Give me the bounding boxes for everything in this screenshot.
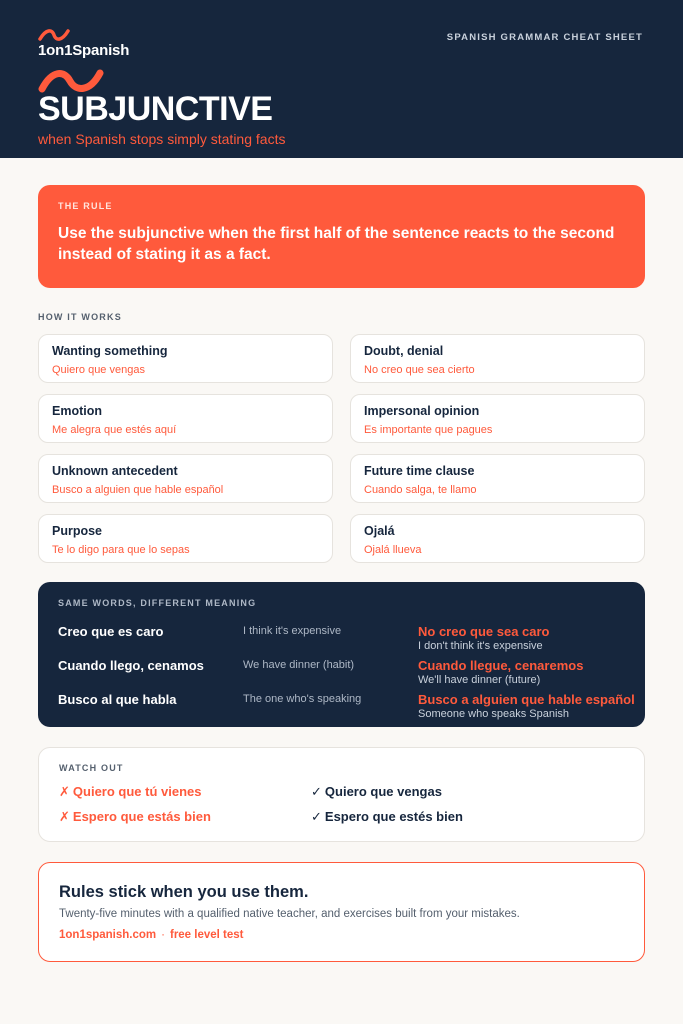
usage-card — [38, 514, 333, 563]
usage-title: Unknown antecedent — [52, 464, 178, 478]
indicative-gloss: We have dinner (habit) — [243, 659, 355, 671]
wrong-example — [59, 809, 211, 825]
usage-title: Doubt, denial — [364, 344, 444, 358]
indicative-gloss: The one who's speaking — [243, 693, 362, 705]
subjunctive-phrase: Cuando llegue, cenaremos — [418, 658, 584, 673]
meaning-label: SAME WORDS, DIFFERENT MEANING — [58, 598, 257, 608]
usage-card — [350, 514, 645, 563]
watch-out-card — [38, 747, 645, 842]
usage-card — [350, 454, 645, 503]
usage-example: No creo que sea cierto — [364, 364, 475, 376]
usage-title: Impersonal opinion — [364, 404, 480, 418]
level-test-link[interactable]: free level test — [169, 929, 244, 941]
wrong-example — [59, 784, 202, 800]
meaning-card — [38, 582, 645, 727]
cross-icon: ✗ — [59, 809, 70, 824]
brand-logo[interactable] — [38, 28, 130, 59]
cta-links — [59, 929, 624, 941]
header — [0, 0, 683, 158]
page-subtitle: when Spanish stops simply stating facts — [38, 131, 286, 147]
wrong-text: Espero que estás bien — [72, 809, 211, 824]
usage-example: Busco a alguien que hable español — [52, 484, 224, 496]
right-example — [311, 784, 442, 800]
rule-text: Use the subjunctive when the first half of the sentence reacts to the second instead of stating it as a fact. — [58, 225, 615, 263]
meaning-row — [58, 624, 625, 658]
brand-name: 1on1Spanish — [38, 42, 130, 59]
meaning-row — [58, 692, 635, 726]
meaning-row — [58, 658, 625, 692]
check-icon: ✓ — [311, 809, 322, 824]
wrong-text: Quiero que tú vienes — [72, 784, 202, 799]
usage-example: Cuando salga, te llamo — [364, 484, 477, 496]
usage-card — [350, 334, 645, 383]
indicative-gloss: I think it's expensive — [243, 625, 342, 637]
subjunctive-gloss: Someone who speaks Spanish — [418, 708, 570, 720]
right-text: Espero que estés bien — [324, 809, 463, 824]
usage-grid — [38, 334, 645, 563]
right-example — [311, 809, 463, 825]
rule-card — [38, 185, 645, 288]
usage-card — [350, 394, 645, 443]
indicative-phrase: Creo que es caro — [58, 624, 164, 639]
indicative-phrase: Busco al que habla — [58, 692, 177, 707]
usage-card — [38, 394, 333, 443]
usage-example: Me alegra que estés aquí — [52, 424, 177, 436]
usage-title: Future time clause — [364, 464, 475, 478]
subjunctive-gloss: We'll have dinner (future) — [418, 674, 541, 686]
usage-example: Ojalá llueva — [364, 544, 422, 556]
rule-label: THE RULE — [58, 201, 113, 211]
check-icon: ✓ — [311, 784, 322, 799]
usage-card — [38, 334, 333, 383]
usage-title: Emotion — [52, 404, 102, 418]
right-text: Quiero que vengas — [324, 784, 442, 799]
page-title: SUBJUNCTIVE — [38, 90, 273, 128]
cta-title: Rules stick when you use them. — [59, 883, 309, 901]
indicative-phrase: Cuando llego, cenamos — [58, 658, 204, 673]
how-it-works-label: HOW IT WORKS — [38, 312, 122, 322]
subjunctive-gloss: I don't think it's expensive — [418, 640, 543, 652]
usage-title: Purpose — [52, 524, 103, 538]
usage-title: Wanting something — [52, 344, 168, 358]
cta-card — [38, 862, 645, 962]
usage-card — [38, 454, 333, 503]
subjunctive-phrase: Busco a alguien que hable español — [418, 692, 635, 707]
cross-icon: ✗ — [59, 784, 70, 799]
watch-out-label: WATCH OUT — [59, 763, 124, 773]
sheet-kicker: SPANISH GRAMMAR CHEAT SHEET — [446, 32, 643, 43]
usage-example: Es importante que pagues — [364, 424, 493, 436]
subjunctive-phrase: No creo que sea caro — [418, 624, 550, 639]
cta-body: Twenty-five minutes with a qualified native teacher, and exercises built from your mistakes. — [59, 908, 520, 920]
usage-example: Te lo digo para que lo sepas — [52, 544, 190, 556]
separator-dot: · — [161, 929, 165, 941]
usage-title: Ojalá — [364, 524, 395, 538]
wave-logo-icon — [38, 28, 70, 42]
usage-example: Quiero que vengas — [52, 364, 145, 376]
site-link[interactable]: 1on1spanish.com — [59, 929, 157, 941]
